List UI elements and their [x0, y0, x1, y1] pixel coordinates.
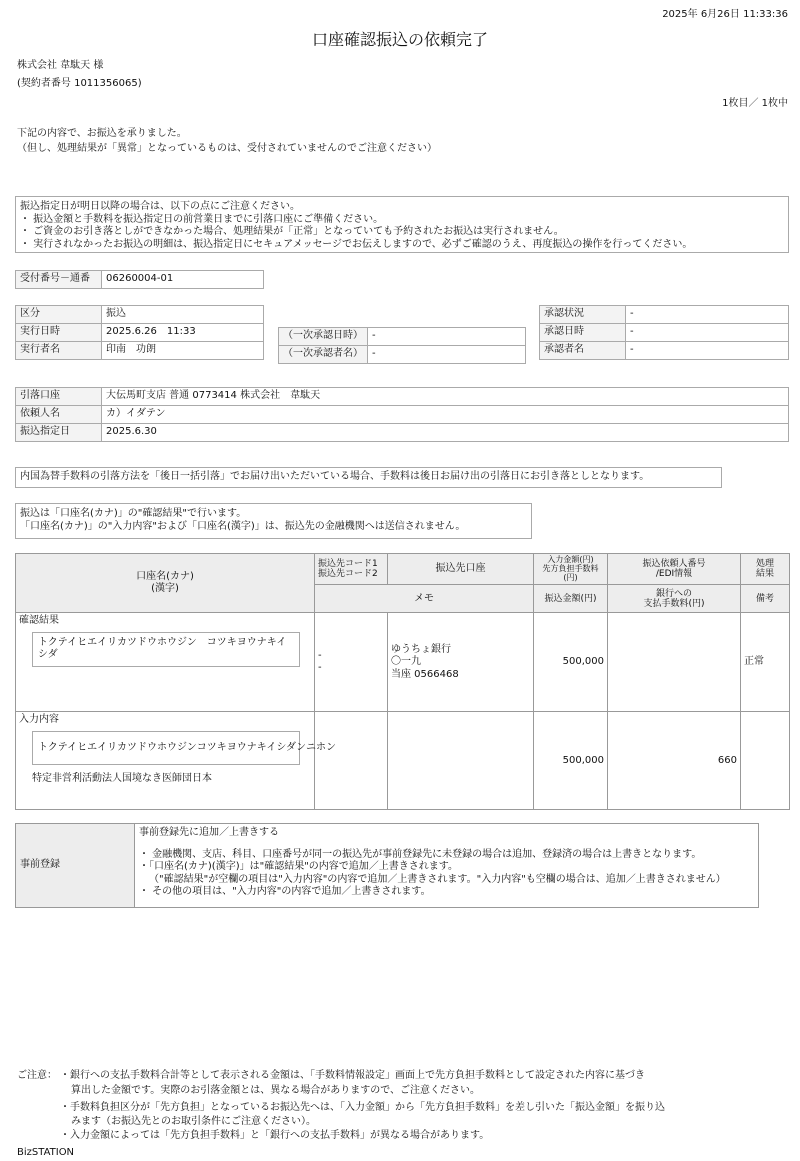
- first-approval-date-value: -: [368, 328, 526, 346]
- prereg-title: 事前登録先に追加／上書きする: [139, 827, 279, 838]
- header-transfer-amount: 振込金額(円): [534, 585, 608, 613]
- header-result-line-2: 結果: [755, 569, 774, 580]
- approval-date-label: 承認日時: [540, 324, 626, 342]
- confirm-code-2: -: [318, 662, 322, 674]
- header-memo: メモ: [315, 585, 534, 613]
- notice-item: ・ ご資金のお引き落としができなかった場合、処理結果が「正常」となっていても予約されたお振込は実行されません。: [20, 226, 564, 237]
- header-requester-number: [608, 554, 741, 585]
- transfer-date-label: 振込指定日: [16, 424, 102, 442]
- input-label: 入力内容: [19, 714, 59, 726]
- table-row-input: [16, 712, 790, 810]
- confirm-kana: トクテイヒエイリカツドウホウジン コツキヨウナキイシダ: [32, 632, 300, 667]
- first-approval-table: [278, 327, 526, 364]
- exec-person-label: 実行者名: [16, 342, 102, 360]
- contract-number: (契約者番号 1011356065): [17, 78, 142, 89]
- header-bank-fee-line-2: 支払手数料(円): [643, 598, 705, 609]
- prereg-item: ・「口座名(カナ)(漢字)」は"確認結果"の内容で追加／上書きされます。: [139, 861, 459, 872]
- footer-note-2b: みます（お振込先とのお取引条件にご注意ください）。: [71, 1116, 316, 1127]
- approval-date-value: -: [626, 324, 789, 342]
- confirm-destination-cell: [388, 613, 534, 712]
- intro-line-2: （但し、処理結果が「異常」となっているものは、受付されていませんのでご注意ください）: [17, 143, 437, 154]
- confirm-result: 正常: [741, 613, 790, 712]
- prereg-table: [15, 823, 759, 908]
- input-destination-cell: [388, 712, 534, 810]
- approval-status-value: -: [626, 306, 789, 324]
- company-name: 株式会社 韋駄天 様: [17, 60, 104, 71]
- kana-note: [15, 503, 532, 539]
- first-approver-label: （一次承認者名）: [279, 346, 368, 364]
- header-result-line-1: 処理: [755, 558, 774, 569]
- prereg-item: ・ その他の項目は、"入力内容"の内容で追加／上書きされます。: [139, 886, 431, 897]
- header-remarks: 備考: [741, 585, 790, 613]
- header-kana-label: 口座名(カナ): [136, 570, 194, 582]
- table-row-confirm: [16, 613, 790, 712]
- transfer-table: [15, 553, 790, 810]
- approver-value: -: [626, 342, 789, 360]
- input-name-cell: [16, 712, 337, 810]
- first-approval-date-label: （一次承認日時）: [279, 328, 368, 346]
- header-code: [315, 554, 388, 585]
- prereg-item: ・ 金融機関、支店、科目、口座番号が同一の振込先が事前登録先に未登録の場合は追加、登録済の場合は上書きとなります。: [139, 848, 702, 860]
- receipt-label: 受付番号－通番: [16, 271, 102, 289]
- confirm-account: 当座 0566468: [391, 668, 459, 680]
- input-kanji: 特定非営利活動法人国境なき医師団日本: [32, 773, 212, 785]
- header-account-name: [16, 554, 315, 613]
- requester-label: 依頼人名: [16, 406, 102, 424]
- header-bank-fee-line-1: 銀行への: [655, 588, 692, 599]
- kana-note-line-2: 「口座名(カナ)」の"入力内容"および「口座名(漢字)」は、振込先の金融機関へは送信されません。: [20, 520, 466, 532]
- first-approver-value: -: [368, 346, 526, 364]
- input-result: [741, 712, 790, 810]
- debit-account-value: 大伝馬町支店 普通 0773414 株式会社 韋駄天: [102, 388, 789, 406]
- schedule-notice: [15, 196, 789, 253]
- footer-note-3: ・入力金額によっては「先方負担手数料」と「銀行への支払手数料」が異なる場合があります。: [60, 1130, 490, 1141]
- intro-line-1: 下記の内容で、お振込を承りました。: [17, 128, 187, 139]
- notice-title: 振込指定日が明日以降の場合は、以下の点にご注意ください。: [20, 201, 300, 212]
- notice-item: ・ 振込金額と手数料を振込指定日の前営業日までに引落口座にご準備ください。: [20, 213, 384, 225]
- header-result: [741, 554, 790, 585]
- confirm-branch: 〇一九: [391, 656, 421, 668]
- header-edi-label: /EDI情報: [655, 569, 693, 580]
- confirm-code-cell: [315, 613, 388, 712]
- prereg-content: [135, 824, 759, 908]
- footer-note-2: ・手数料負担区分が「先方負担」となっているお振込先へは、「入力金額」から「先方負担手数料」を差し引いた「振込金額」を振り込: [60, 1102, 665, 1113]
- header-requester-number-label: 振込依頼人番号: [642, 558, 706, 569]
- transfer-date-value: 2025.6.30: [102, 424, 789, 442]
- header-destination: 振込先口座: [388, 554, 534, 585]
- approver-label: 承認者名: [540, 342, 626, 360]
- exec-table: [15, 305, 264, 360]
- requester-value: カ）イダテン: [102, 406, 789, 424]
- confirm-requester-number: [608, 613, 741, 712]
- receipt-table: [15, 270, 264, 289]
- header-code-2: 振込先コード2: [318, 569, 378, 580]
- prereg-label: 事前登録: [16, 824, 135, 908]
- header-payee-fee-label: 先方負担手数料(円): [542, 563, 599, 582]
- footer-label: ご注意：: [17, 1070, 57, 1081]
- notice-item: ・ 実行されなかったお振込の明細は、振込指定日にセキュアメッセージでお伝えしますので、必ずご確認のうえ、再度振込の操作を行ってください。: [20, 238, 693, 250]
- footer-note-1b: 算出した金額です。実際のお引落金額とは、異なる場合がありますので、ご注意ください。: [71, 1085, 480, 1096]
- header-input-amount-label: 入力金額(円): [547, 555, 594, 564]
- footer-note-1: ・銀行への支払手数料合計等として表示される金額は、「手数料情報設定」画面上で先方負担手数料として設定された内容に基づき: [60, 1070, 645, 1081]
- exec-person-value: 印南 功朗: [102, 342, 264, 360]
- input-kana: トクテイヒエイリカツドウホウジンコツキヨウナキイシダンニホン: [32, 731, 300, 766]
- confirm-label: 確認結果: [19, 615, 59, 627]
- fee-note: 内国為替手数料の引落方法を「後日一括引落」でお届け出いただいている場合、手数料は後日お届け出の引落日にお引き落としとなります。: [15, 467, 722, 488]
- input-code-cell: [315, 712, 388, 810]
- exec-date-value: 2025.6.26 11:33: [102, 324, 264, 342]
- confirm-name-cell: [16, 613, 315, 712]
- header-code-1: 振込先コード1: [318, 558, 378, 569]
- header-kanji-label: (漢字): [151, 583, 179, 595]
- kubun-value: 振込: [102, 306, 264, 324]
- input-amount: 500,000: [534, 712, 608, 810]
- debit-account-label: 引落口座: [16, 388, 102, 406]
- print-datetime: 2025年 6月26日 11:33:36: [662, 9, 788, 20]
- exec-date-label: 実行日時: [16, 324, 102, 342]
- kana-note-line-1: 振込は「口座名(カナ)」の"確認結果"で行います。: [20, 508, 247, 519]
- approval-table: [539, 305, 789, 360]
- header-input-amount: [534, 554, 608, 585]
- confirm-amount: 500,000: [534, 613, 608, 712]
- approval-status-label: 承認状況: [540, 306, 626, 324]
- receipt-value: 06260004-01: [102, 271, 264, 289]
- brand-logo: BizSTATION: [17, 1147, 75, 1158]
- account-table: [15, 387, 789, 442]
- page-title: 口座確認振込の依頼完了: [311, 30, 488, 49]
- prereg-item: （"確認結果"が空欄の項目は"入力内容"の内容で追加／上書きされます。"入力内容"も空欄の場合は、追加／上書きされません）: [149, 873, 726, 885]
- page-indicator: 1枚目／ 1枚中: [722, 98, 788, 109]
- input-bank-fee: 660: [608, 712, 741, 810]
- confirm-code-1: -: [318, 649, 322, 661]
- kubun-label: 区分: [16, 306, 102, 324]
- confirm-bank: ゆうちょ銀行: [391, 643, 451, 655]
- header-bank-fee: [608, 585, 741, 613]
